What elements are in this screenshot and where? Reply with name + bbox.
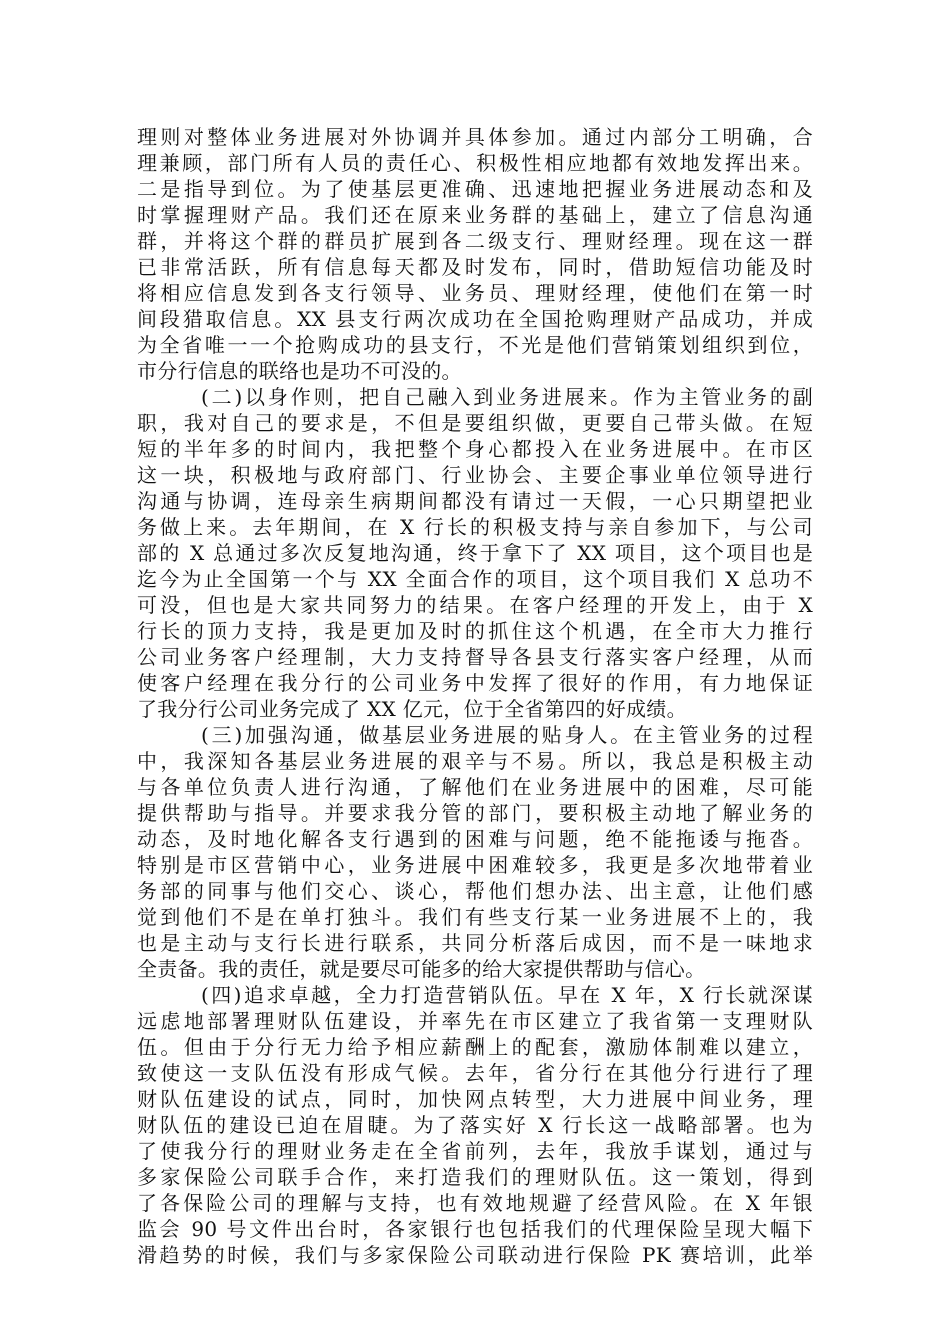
text-line: 监会 90 号文件出台时，各家银行也包括我们的代理保险呈现大幅下	[137, 1217, 813, 1241]
text-line: 这一块，积极地与政府部门、行业协会、主要企事业单位领导进行	[137, 463, 813, 487]
text-line: 群，并将这个群的群员扩展到各二级支行、理财经理。现在这一群	[137, 229, 813, 253]
text-line: 远虑地部署理财队伍建设，并率先在市区建立了我省第一支理财队	[137, 1009, 813, 1033]
text-line: 特别是市区营销中心，业务进展中困难较多，我更是多次地带着业	[137, 853, 813, 877]
text-line: 全责备。我的责任，就是要尽可能多的给大家提供帮助与信心。	[137, 957, 706, 981]
text-line: 二是指导到位。为了使基层更准确、迅速地把握业务进展动态和及	[137, 177, 813, 201]
text-line: 与各单位负责人进行沟通，了解他们在业务进展中的困难，尽可能	[137, 775, 813, 799]
text-line: (四)追求卓越，全力打造营销队伍。早在 X 年，X 行长就深谋	[201, 983, 813, 1007]
text-line: 市分行信息的联络也是功不可没的。	[137, 359, 462, 383]
text-line: 也是主动与支行长进行联系，共同分析落后成因，而不是一味地求	[137, 931, 813, 955]
text-line: 务做上来。去年期间，在 X 行长的积极支持与亲自参加下，与公司	[137, 515, 813, 539]
text-line: 可没，但也是大家共同努力的结果。在客户经理的开发上，由于 X	[137, 593, 813, 617]
text-line: 中，我深知各基层业务进展的艰辛与不易。所以，我总是积极主动	[137, 749, 813, 773]
text-line: 短的半年多的时间内，我把整个身心都投入在业务进展中。在市区	[137, 437, 813, 461]
text-line: 动态，及时地化解各支行遇到的困难与问题，绝不能拖诿与拖沓。	[137, 827, 813, 851]
text-line: 致使这一支队伍没有形成气候。去年，省分行在其他分行进行了理	[137, 1061, 813, 1085]
text-line: 了使我分行的理财业务走在全省前列，去年，我放手谋划，通过与	[137, 1139, 813, 1163]
text-line: 了我分行公司业务完成了 XX 亿元，位于全省第四的好成绩。	[137, 697, 687, 721]
text-line: 伍。但由于分行无力给予相应薪酬上的配套，激励体制难以建立，	[137, 1035, 813, 1059]
text-line: 理兼顾，部门所有人员的责任心、积极性相应地都有效地发挥出来。	[137, 151, 813, 175]
text-line: (二)以身作则，把自己融入到业务进展来。作为主管业务的副	[201, 385, 813, 409]
document-body	[137, 124, 813, 1268]
text-line: 迄今为止全国第一个与 XX 全面合作的项目，这个项目我们 X 总功不	[137, 567, 813, 591]
text-line: (三)加强沟通，做基层业务进展的贴身人。在主管业务的过程	[201, 723, 813, 747]
text-line: 务部的同事与他们交心、谈心，帮他们想办法、出主意，让他们感	[137, 879, 813, 903]
text-line: 间段猎取信息。XX 县支行两次成功在全国抢购理财产品成功，并成	[137, 307, 813, 331]
text-line: 滑趋势的时候，我们与多家保险公司联动进行保险 PK 赛培训，此举	[137, 1243, 813, 1267]
text-line: 沟通与协调，连母亲生病期间都没有请过一天假，一心只期望把业	[137, 489, 813, 513]
text-line: 已非常活跃，所有信息每天都及时发布，同时，借助短信功能及时	[137, 255, 813, 279]
text-line: 财队伍建设的试点，同时，加快网点转型，大力进展中间业务，理	[137, 1087, 813, 1111]
text-line: 理则对整体业务进展对外协调并具体参加。通过内部分工明确，合	[137, 125, 813, 149]
text-line: 觉到他们不是在单打独斗。我们有些支行某一业务进展不上的，我	[137, 905, 813, 929]
text-line: 将相应信息发到各支行领导、业务员、理财经理，使他们在第一时	[137, 281, 813, 305]
text-line: 部的 X 总通过多次反复地沟通，终于拿下了 XX 项目，这个项目也是	[137, 541, 813, 565]
text-line: 多家保险公司联手合作，来打造我们的理财队伍。这一策划，得到	[137, 1165, 813, 1189]
text-line: 行长的顶力支持，我是更加及时的抓住这个机遇，在全市大力推行	[137, 619, 813, 643]
text-line: 财队伍的建设已迫在眉睫。为了落实好 X 行长这一战略部署。也为	[137, 1113, 813, 1137]
text-line: 使客户经理在我分行的公司业务中发挥了很好的作用，有力地保证	[137, 671, 813, 695]
text-line: 公司业务客户经理制，大力支持督导各县支行落实客户经理，从而	[137, 645, 813, 669]
text-line: 职，我对自己的要求是，不但是要组织做，更要自己带头做。在短	[137, 411, 813, 435]
text-line: 提供帮助与指导。并要求我分管的部门，要积极主动地了解业务的	[137, 801, 813, 825]
text-line: 为全省唯一一个抢购成功的县支行，不光是他们营销策划组织到位，	[137, 333, 813, 357]
text-line: 时掌握理财产品。我们还在原来业务群的基础上，建立了信息沟通	[137, 203, 813, 227]
text-line: 了各保险公司的理解与支持，也有效地规避了经营风险。在 X 年银	[137, 1191, 813, 1215]
